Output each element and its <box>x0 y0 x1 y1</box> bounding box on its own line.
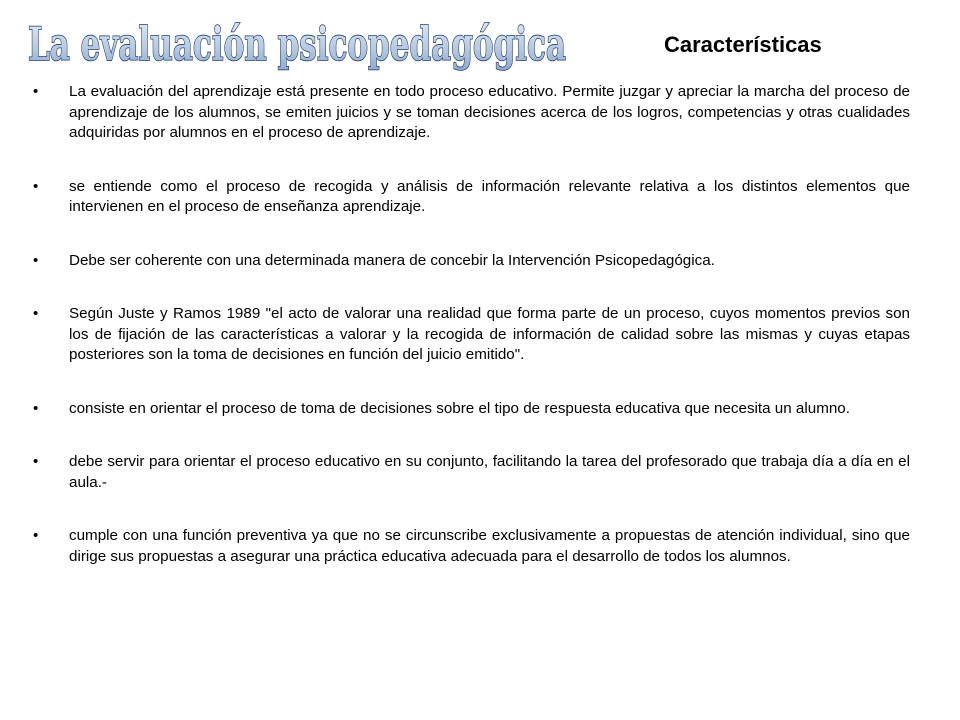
bullet-marker: • <box>33 305 39 322</box>
subtitle: Características <box>664 32 822 57</box>
bullet-item <box>30 251 910 272</box>
bullet-text: consiste en orientar el proceso de toma de decisiones sobre el tipo de respuesta educativa que necesita un alumno. <box>69 399 850 417</box>
title-wordart <box>20 8 640 78</box>
bullet-text: Debe ser coherente con una determinada manera de concebir la Intervención Psicopedagógica. <box>69 251 715 269</box>
bullet-marker: • <box>33 453 39 470</box>
bullet-list <box>30 82 910 600</box>
bullet-item <box>30 304 910 366</box>
bullet-text: se entiende como el proceso de recogida y análisis de información relevante relativa a los distintos elementos que intervienen en el proceso de enseñanza aprendizaje. <box>69 177 910 215</box>
bullet-text: cumple con una función preventiva ya que no se circunscribe exclusivamente a propuestas de atención individual, sino que dirige sus propuestas a asegurar una práctica educativa adecuada para el desarrollo de todos los alumnos. <box>69 527 910 565</box>
bullet-item <box>30 399 910 420</box>
bullet-item <box>30 526 910 567</box>
bullet-marker: • <box>33 83 39 100</box>
bullet-item <box>30 177 910 218</box>
bullet-marker: • <box>33 251 39 269</box>
bullet-text: debe servir para orientar el proceso educativo en su conjunto, facilitando la tarea del profesorado que trabaja día a día en el aula.- <box>69 453 910 491</box>
bullet-item <box>30 452 910 493</box>
bullet-marker: • <box>33 399 39 417</box>
bullet-text: Según Juste y Ramos 1989 "el acto de valorar una realidad que forma parte de un proceso, cuyos momentos previos son los de fijación de las características a valorar y la recogida de información de calidad sobre las mismas y cuyas etapas posteriores son la toma de decisiones en función del juicio emitido". <box>69 305 910 363</box>
bullet-text: La evaluación del aprendizaje está presente en todo proceso educativo. Permite juzgar y apreciar la marcha del proceso de aprendizaje de los alumnos, se emiten juicios y se toman decisiones acerca de los logros, competencias y otras cualidades adquiridas por alumnos en el proceso de aprendizaje. <box>69 83 910 141</box>
bullet-marker: • <box>33 177 39 195</box>
bullet-item <box>30 82 910 144</box>
title-wordart-graphic <box>20 8 640 78</box>
page-title: La evaluación psicopedagógica <box>28 17 566 71</box>
bullet-marker: • <box>33 527 39 544</box>
